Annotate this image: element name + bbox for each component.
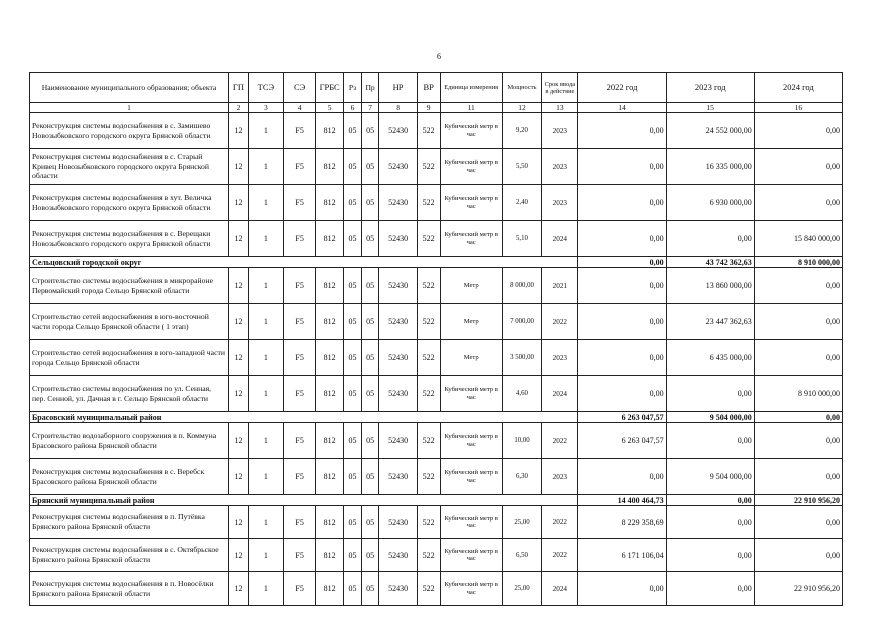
grbs-code: 812 — [316, 376, 344, 412]
amount-2024: 0,00 — [754, 185, 842, 221]
amount-2022: 14 400 464,73 — [578, 495, 666, 506]
vr-code: 522 — [417, 221, 440, 257]
amount-2023: 43 742 362,63 — [666, 257, 754, 268]
power-value: 3 500,00 — [502, 340, 541, 376]
se-code: F5 — [284, 221, 316, 257]
table-row — [30, 506, 843, 539]
column-number: 2 — [229, 103, 249, 113]
header-tse: ТСЭ — [248, 73, 283, 103]
table-row — [30, 149, 843, 185]
vr-code: 522 — [417, 376, 440, 412]
amount-2022: 6 263 047,57 — [578, 423, 666, 459]
amount-2022: 0,00 — [578, 268, 666, 304]
object-name: Реконструкция системы водоснабжения в с. Замишево Новозыбковского городского округа Брянской области — [30, 113, 229, 149]
commissioning-year: 2023 — [542, 149, 578, 185]
vr-code: 522 — [417, 304, 440, 340]
gp-code: 12 — [229, 113, 249, 149]
unit-of-measure: Метр — [440, 304, 502, 340]
commissioning-year: 2023 — [542, 185, 578, 221]
amount-2024: 0,00 — [754, 412, 842, 423]
object-name: Реконструкция системы водоснабжения в п. Новосёлки Брянского района Брянской области — [30, 572, 229, 606]
vr-code: 522 — [417, 423, 440, 459]
amount-2023: 6 930 000,00 — [666, 185, 754, 221]
power-value: 9,20 — [502, 113, 541, 149]
unit-of-measure: Кубический метр в час — [440, 185, 502, 221]
amount-2022: 0,00 — [578, 185, 666, 221]
amount-2022: 0,00 — [578, 113, 666, 149]
column-number-row — [30, 103, 843, 113]
header-2023: 2023 год — [666, 73, 754, 103]
rz-code: 05 — [344, 539, 362, 572]
se-code: F5 — [284, 113, 316, 149]
grbs-code: 812 — [316, 539, 344, 572]
commissioning-year: 2022 — [542, 304, 578, 340]
amount-2023: 0,00 — [666, 221, 754, 257]
rz-code: 05 — [344, 185, 362, 221]
object-name: Строительство водозаборного сооружения в п. Коммуна Брасовского района Брянской области — [30, 423, 229, 459]
rz-code: 05 — [344, 459, 362, 495]
commissioning-year: 2023 — [542, 340, 578, 376]
se-code: F5 — [284, 539, 316, 572]
amount-2022: 0,00 — [578, 376, 666, 412]
amount-2022: 0,00 — [578, 221, 666, 257]
amount-2024: 8 910 000,00 — [754, 376, 842, 412]
header-rz: Рз — [344, 73, 362, 103]
header-row — [30, 73, 843, 103]
gp-code: 12 — [229, 459, 249, 495]
commissioning-year: 2021 — [542, 268, 578, 304]
amount-2022: 0,00 — [578, 257, 666, 268]
tse-code: 1 — [248, 376, 283, 412]
amount-2022: 0,00 — [578, 572, 666, 606]
column-number: 5 — [316, 103, 344, 113]
commissioning-year: 2022 — [542, 423, 578, 459]
table-row — [30, 113, 843, 149]
pr-code: 05 — [361, 185, 379, 221]
amount-2022: 0,00 — [578, 149, 666, 185]
commissioning-year: 2024 — [542, 221, 578, 257]
amount-2022: 0,00 — [578, 459, 666, 495]
group-row — [30, 257, 843, 268]
grbs-code: 812 — [316, 185, 344, 221]
grbs-code: 812 — [316, 506, 344, 539]
header-gp: ГП — [229, 73, 249, 103]
table-body — [30, 113, 843, 606]
table-row — [30, 185, 843, 221]
amount-2022: 6 263 047,57 — [578, 412, 666, 423]
amount-2023: 0,00 — [666, 495, 754, 506]
amount-2023: 24 552 000,00 — [666, 113, 754, 149]
table-row — [30, 572, 843, 606]
power-value: 25,00 — [502, 506, 541, 539]
vr-code: 522 — [417, 340, 440, 376]
object-name: Реконструкция системы водоснабжения в с. Старый Кривец Новозыбковского городского округа Брянской области — [30, 149, 229, 185]
commissioning-year: 2022 — [542, 539, 578, 572]
grbs-code: 812 — [316, 268, 344, 304]
se-code: F5 — [284, 506, 316, 539]
grbs-code: 812 — [316, 572, 344, 606]
header-unit: Единица измерения — [440, 73, 502, 103]
amount-2022: 0,00 — [578, 340, 666, 376]
amount-2023: 23 447 362,63 — [666, 304, 754, 340]
amount-2024: 0,00 — [754, 149, 842, 185]
tse-code: 1 — [248, 304, 283, 340]
object-name: Строительство системы водоснабжения по ул. Сенная, пер. Сенной, ул. Дачная в г. Сельцо Брянской области — [30, 376, 229, 412]
se-code: F5 — [284, 423, 316, 459]
se-code: F5 — [284, 304, 316, 340]
unit-of-measure: Метр — [440, 268, 502, 304]
header-2024: 2024 год — [754, 73, 842, 103]
power-value: 25,00 — [502, 572, 541, 606]
vr-code: 522 — [417, 506, 440, 539]
pr-code: 05 — [361, 376, 379, 412]
unit-of-measure: Кубический метр в час — [440, 459, 502, 495]
commissioning-year: 2024 — [542, 376, 578, 412]
tse-code: 1 — [248, 185, 283, 221]
column-number: 9 — [417, 103, 440, 113]
amount-2022: 8 229 358,69 — [578, 506, 666, 539]
table-row — [30, 304, 843, 340]
vr-code: 522 — [417, 185, 440, 221]
amount-2023: 6 435 000,00 — [666, 340, 754, 376]
table-row — [30, 221, 843, 257]
power-value: 5,50 — [502, 149, 541, 185]
rz-code: 05 — [344, 221, 362, 257]
column-number: 8 — [379, 103, 417, 113]
pr-code: 05 — [361, 221, 379, 257]
rz-code: 05 — [344, 113, 362, 149]
unit-of-measure: Кубический метр в час — [440, 113, 502, 149]
object-name: Реконструкция системы водоснабжения в с. Веребск Брасовского района Брянской области — [30, 459, 229, 495]
page-number: 6 — [437, 52, 441, 61]
column-number: 16 — [754, 103, 842, 113]
commissioning-year: 2023 — [542, 113, 578, 149]
object-name: Реконструкция системы водоснабжения в хут. Величка Новозыбковского городского округа Брянской области — [30, 185, 229, 221]
unit-of-measure: Кубический метр в час — [440, 221, 502, 257]
unit-of-measure: Кубический метр в час — [440, 506, 502, 539]
tse-code: 1 — [248, 459, 283, 495]
se-code: F5 — [284, 268, 316, 304]
rz-code: 05 — [344, 572, 362, 606]
nr-code: 52430 — [379, 572, 417, 606]
amount-2023: 0,00 — [666, 423, 754, 459]
table-row — [30, 376, 843, 412]
vr-code: 522 — [417, 149, 440, 185]
amount-2024: 0,00 — [754, 304, 842, 340]
table-row — [30, 539, 843, 572]
tse-code: 1 — [248, 340, 283, 376]
vr-code: 522 — [417, 539, 440, 572]
unit-of-measure: Кубический метр в час — [440, 376, 502, 412]
tse-code: 1 — [248, 221, 283, 257]
table-row — [30, 459, 843, 495]
column-number: 3 — [248, 103, 283, 113]
tse-code: 1 — [248, 149, 283, 185]
power-value: 10,00 — [502, 423, 541, 459]
header-2022: 2022 год — [578, 73, 666, 103]
gp-code: 12 — [229, 423, 249, 459]
se-code: F5 — [284, 376, 316, 412]
power-value: 7 000,00 — [502, 304, 541, 340]
nr-code: 52430 — [379, 506, 417, 539]
commissioning-year: 2023 — [542, 459, 578, 495]
amount-2023: 0,00 — [666, 376, 754, 412]
amount-2024: 0,00 — [754, 539, 842, 572]
gp-code: 12 — [229, 340, 249, 376]
grbs-code: 812 — [316, 459, 344, 495]
pr-code: 05 — [361, 304, 379, 340]
object-name: Строительство системы водоснабжения в микрорайоне Первомайский города Сельцо Брянской области — [30, 268, 229, 304]
column-number: 13 — [542, 103, 578, 113]
rz-code: 05 — [344, 423, 362, 459]
power-value: 4,60 — [502, 376, 541, 412]
commissioning-year: 2022 — [542, 506, 578, 539]
group-name: Брянский муниципальный район — [30, 495, 578, 506]
amount-2024: 0,00 — [754, 113, 842, 149]
amount-2023: 0,00 — [666, 506, 754, 539]
pr-code: 05 — [361, 506, 379, 539]
amount-2023: 9 504 000,00 — [666, 459, 754, 495]
pr-code: 05 — [361, 340, 379, 376]
pr-code: 05 — [361, 268, 379, 304]
amount-2024: 0,00 — [754, 506, 842, 539]
amount-2024: 22 910 956,20 — [754, 495, 842, 506]
nr-code: 52430 — [379, 459, 417, 495]
unit-of-measure: Кубический метр в час — [440, 423, 502, 459]
financing-table — [29, 72, 843, 606]
vr-code: 522 — [417, 268, 440, 304]
grbs-code: 812 — [316, 423, 344, 459]
gp-code: 12 — [229, 376, 249, 412]
header-pr: Пр — [361, 73, 379, 103]
grbs-code: 812 — [316, 221, 344, 257]
unit-of-measure: Кубический метр в час — [440, 572, 502, 606]
amount-2024: 8 910 000,00 — [754, 257, 842, 268]
amount-2024: 0,00 — [754, 459, 842, 495]
group-name: Брасовский муниципальный район — [30, 412, 578, 423]
power-value: 6,50 — [502, 539, 541, 572]
gp-code: 12 — [229, 149, 249, 185]
amount-2023: 0,00 — [666, 572, 754, 606]
power-value: 5,10 — [502, 221, 541, 257]
tse-code: 1 — [248, 572, 283, 606]
pr-code: 05 — [361, 423, 379, 459]
vr-code: 522 — [417, 113, 440, 149]
amount-2022: 0,00 — [578, 304, 666, 340]
header-power: Мощность — [502, 73, 541, 103]
header-vr: ВР — [417, 73, 440, 103]
table-row — [30, 268, 843, 304]
tse-code: 1 — [248, 506, 283, 539]
nr-code: 52430 — [379, 539, 417, 572]
rz-code: 05 — [344, 149, 362, 185]
vr-code: 522 — [417, 459, 440, 495]
grbs-code: 812 — [316, 113, 344, 149]
group-row — [30, 495, 843, 506]
unit-of-measure: Метр — [440, 340, 502, 376]
unit-of-measure: Кубический метр в час — [440, 149, 502, 185]
grbs-code: 812 — [316, 304, 344, 340]
pr-code: 05 — [361, 113, 379, 149]
gp-code: 12 — [229, 185, 249, 221]
gp-code: 12 — [229, 506, 249, 539]
grbs-code: 812 — [316, 340, 344, 376]
power-value: 6,30 — [502, 459, 541, 495]
amount-2024: 22 910 956,20 — [754, 572, 842, 606]
object-name: Реконструкция системы водоснабжения в с. Октябрьское Брянского района Брянской области — [30, 539, 229, 572]
table-row — [30, 340, 843, 376]
column-number: 6 — [344, 103, 362, 113]
column-number: 12 — [502, 103, 541, 113]
amount-2024: 0,00 — [754, 340, 842, 376]
pr-code: 05 — [361, 149, 379, 185]
header-name: Наименование муниципального образования; объекта — [30, 73, 229, 103]
pr-code: 05 — [361, 459, 379, 495]
amount-2023: 0,00 — [666, 539, 754, 572]
gp-code: 12 — [229, 572, 249, 606]
nr-code: 52430 — [379, 304, 417, 340]
nr-code: 52430 — [379, 376, 417, 412]
gp-code: 12 — [229, 221, 249, 257]
amount-2023: 13 860 000,00 — [666, 268, 754, 304]
table-row — [30, 423, 843, 459]
power-value: 8 000,00 — [502, 268, 541, 304]
object-name: Реконструкция системы водоснабжения в п. Путёвка Брянского района Брянской области — [30, 506, 229, 539]
pr-code: 05 — [361, 539, 379, 572]
se-code: F5 — [284, 340, 316, 376]
group-name: Сельцовский городской округ — [30, 257, 578, 268]
column-number: 15 — [666, 103, 754, 113]
column-number: 14 — [578, 103, 666, 113]
tse-code: 1 — [248, 268, 283, 304]
group-row — [30, 412, 843, 423]
header-nr: НР — [379, 73, 417, 103]
nr-code: 52430 — [379, 340, 417, 376]
tse-code: 1 — [248, 423, 283, 459]
amount-2023: 16 335 000,00 — [666, 149, 754, 185]
column-number: 4 — [284, 103, 316, 113]
object-name: Строительство сетей водоснабжения в юго-западной части города Сельцо Брянской области — [30, 340, 229, 376]
tse-code: 1 — [248, 539, 283, 572]
se-code: F5 — [284, 149, 316, 185]
header-grbs: ГРБС — [316, 73, 344, 103]
column-number: 1 — [30, 103, 229, 113]
se-code: F5 — [284, 572, 316, 606]
amount-2024: 15 840 000,00 — [754, 221, 842, 257]
pr-code: 05 — [361, 572, 379, 606]
se-code: F5 — [284, 185, 316, 221]
gp-code: 12 — [229, 268, 249, 304]
column-number: 11 — [440, 103, 502, 113]
nr-code: 52430 — [379, 221, 417, 257]
grbs-code: 812 — [316, 149, 344, 185]
rz-code: 05 — [344, 268, 362, 304]
nr-code: 52430 — [379, 185, 417, 221]
gp-code: 12 — [229, 539, 249, 572]
vr-code: 522 — [417, 572, 440, 606]
nr-code: 52430 — [379, 268, 417, 304]
amount-2023: 9 504 000,00 — [666, 412, 754, 423]
nr-code: 52430 — [379, 423, 417, 459]
object-name: Строительство сетей водоснабжения в юго-восточной части города Сельцо Брянской области ( 1 этап) — [30, 304, 229, 340]
rz-code: 05 — [344, 376, 362, 412]
nr-code: 52430 — [379, 149, 417, 185]
commissioning-year: 2024 — [542, 572, 578, 606]
rz-code: 05 — [344, 340, 362, 376]
nr-code: 52430 — [379, 113, 417, 149]
rz-code: 05 — [344, 506, 362, 539]
amount-2024: 0,00 — [754, 268, 842, 304]
tse-code: 1 — [248, 113, 283, 149]
header-term: Срок ввода в действие — [542, 73, 578, 103]
gp-code: 12 — [229, 304, 249, 340]
header-se: СЭ — [284, 73, 316, 103]
se-code: F5 — [284, 459, 316, 495]
amount-2022: 6 171 106,04 — [578, 539, 666, 572]
unit-of-measure: Кубический метр в час — [440, 539, 502, 572]
amount-2024: 0,00 — [754, 423, 842, 459]
object-name: Реконструкция системы водоснабжения в с. Верещаки Новозыбковского городского округа Брянской области — [30, 221, 229, 257]
column-number: 7 — [361, 103, 379, 113]
power-value: 2,40 — [502, 185, 541, 221]
rz-code: 05 — [344, 304, 362, 340]
